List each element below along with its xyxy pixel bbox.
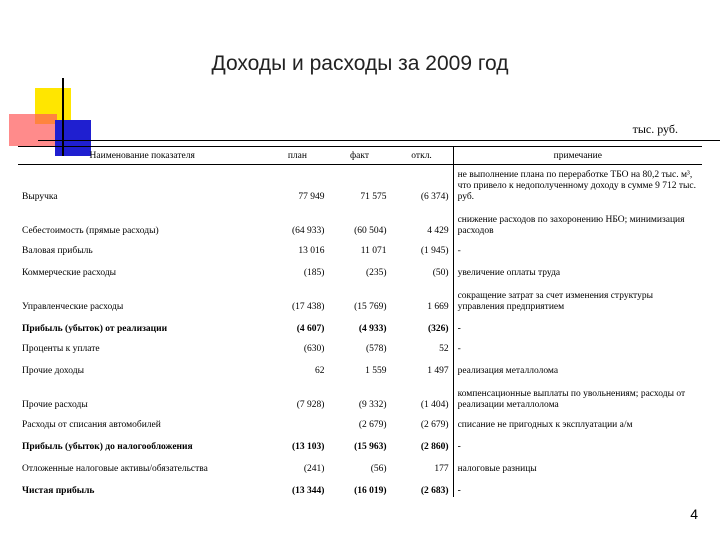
- row-deviation: 4 429: [427, 225, 449, 236]
- row-fact: 71 575: [360, 191, 387, 202]
- row-plan: 13 016: [298, 245, 325, 256]
- row-note: не выполнение плана по переработке ТБО на 80,2 тыс. м³, что привело к недополученному доходу в сумме 9 712 тыс. руб.: [453, 165, 702, 203]
- income-expense-table: [18, 146, 702, 497]
- row-plan: (13 103): [291, 441, 325, 452]
- row-name: Отложенные налоговые активы/обязательства: [22, 463, 208, 474]
- table-row: [18, 257, 702, 279]
- decor-red-square: [9, 114, 57, 146]
- row-plan: (241): [303, 463, 325, 474]
- table-row: [18, 237, 702, 257]
- table-row: [18, 377, 702, 411]
- row-fact: 1 559: [365, 365, 387, 376]
- row-fact: (9 332): [358, 399, 387, 410]
- row-note: реализация металлолома: [453, 355, 702, 377]
- row-deviation: (2 860): [420, 441, 449, 452]
- header-name: Наименование показателя: [18, 147, 266, 165]
- unit-label: тыс. руб.: [632, 122, 678, 136]
- table-row: [18, 411, 702, 431]
- row-note: -: [453, 237, 702, 257]
- row-note: -: [453, 313, 702, 335]
- table-row: [18, 203, 702, 237]
- row-name: Выручка: [22, 191, 58, 202]
- row-fact: (60 504): [354, 225, 387, 236]
- row-name: Расходы от списания автомобилей: [22, 419, 161, 430]
- title-divider: [38, 140, 720, 141]
- row-plan: (64 933): [291, 225, 325, 236]
- row-plan: 77 949: [298, 191, 325, 202]
- row-note: -: [453, 475, 702, 497]
- row-plan: (17 438): [291, 301, 325, 312]
- row-name: Прибыль (убыток) от реализации: [22, 323, 168, 334]
- row-deviation: (326): [428, 323, 449, 334]
- row-name: Чистая прибыль: [22, 485, 95, 496]
- row-plan: (13 344): [291, 485, 325, 496]
- row-fact: (4 933): [358, 323, 387, 334]
- row-fact: (2 679): [358, 419, 387, 430]
- row-plan: (630): [303, 343, 325, 354]
- row-note: списание не пригодных к эксплуатации а/м: [453, 411, 702, 431]
- page-number: 4: [690, 506, 698, 522]
- page-title: Доходы и расходы за 2009 год: [211, 52, 509, 75]
- row-plan: (7 928): [296, 399, 325, 410]
- row-note: -: [453, 431, 702, 453]
- table-body: [18, 165, 702, 497]
- row-deviation: (50): [432, 267, 449, 278]
- row-fact: (15 963): [354, 441, 387, 452]
- row-name: Прочие доходы: [22, 365, 84, 376]
- table-row: [18, 475, 702, 497]
- row-deviation: (1 945): [420, 245, 449, 256]
- row-name: Управленческие расходы: [22, 301, 124, 312]
- header-fact: факт: [328, 147, 390, 165]
- row-note: сокращение затрат за счет изменения структуры управления предприятием: [453, 279, 702, 313]
- row-deviation: (2 679): [420, 419, 449, 430]
- row-fact: (578): [365, 343, 387, 354]
- row-name: Прибыль (убыток) до налогообложения: [22, 441, 193, 452]
- row-plan: (4 607): [296, 323, 325, 334]
- row-name: Валовая прибыль: [22, 245, 93, 256]
- row-plan: [266, 411, 328, 431]
- row-deviation: 52: [439, 343, 449, 354]
- row-deviation: (1 404): [420, 399, 449, 410]
- row-name: Проценты к уплате: [22, 343, 100, 354]
- header-note: примечание: [453, 147, 702, 165]
- table-row: [18, 279, 702, 313]
- row-plan: 62: [314, 365, 325, 376]
- table-row: [18, 431, 702, 453]
- row-deviation: 177: [434, 463, 449, 474]
- row-note: увеличение оплаты труда: [453, 257, 702, 279]
- row-note: снижение расходов по захоронению НБО; минимизация расходов: [453, 203, 702, 237]
- row-fact: (235): [365, 267, 387, 278]
- row-deviation: (2 683): [420, 485, 449, 496]
- row-note: налоговые разницы: [453, 453, 702, 475]
- row-name: Прочие расходы: [22, 399, 88, 410]
- table-row: [18, 165, 702, 203]
- header-deviation: откл.: [391, 147, 454, 165]
- row-deviation: 1 669: [427, 301, 449, 312]
- row-plan: (185): [303, 267, 325, 278]
- row-name: Себестоимость (прямые расходы): [22, 225, 159, 236]
- row-deviation: 1 497: [427, 365, 449, 376]
- table-header-row: [18, 147, 702, 165]
- header-plan: план: [266, 147, 328, 165]
- row-note: компенсационные выплаты по увольнениям; расходы от реализации металлолома: [453, 377, 702, 411]
- table-row: [18, 355, 702, 377]
- row-fact: (16 019): [354, 485, 387, 496]
- decor-vertical-line: [62, 78, 64, 156]
- row-fact: 11 071: [360, 245, 387, 256]
- row-note: -: [453, 335, 702, 355]
- row-deviation: (6 374): [420, 191, 449, 202]
- row-fact: (56): [370, 463, 387, 474]
- row-fact: (15 769): [354, 301, 387, 312]
- row-name: Коммерческие расходы: [22, 267, 117, 278]
- table-row: [18, 453, 702, 475]
- table-row: [18, 335, 702, 355]
- table-row: [18, 313, 702, 335]
